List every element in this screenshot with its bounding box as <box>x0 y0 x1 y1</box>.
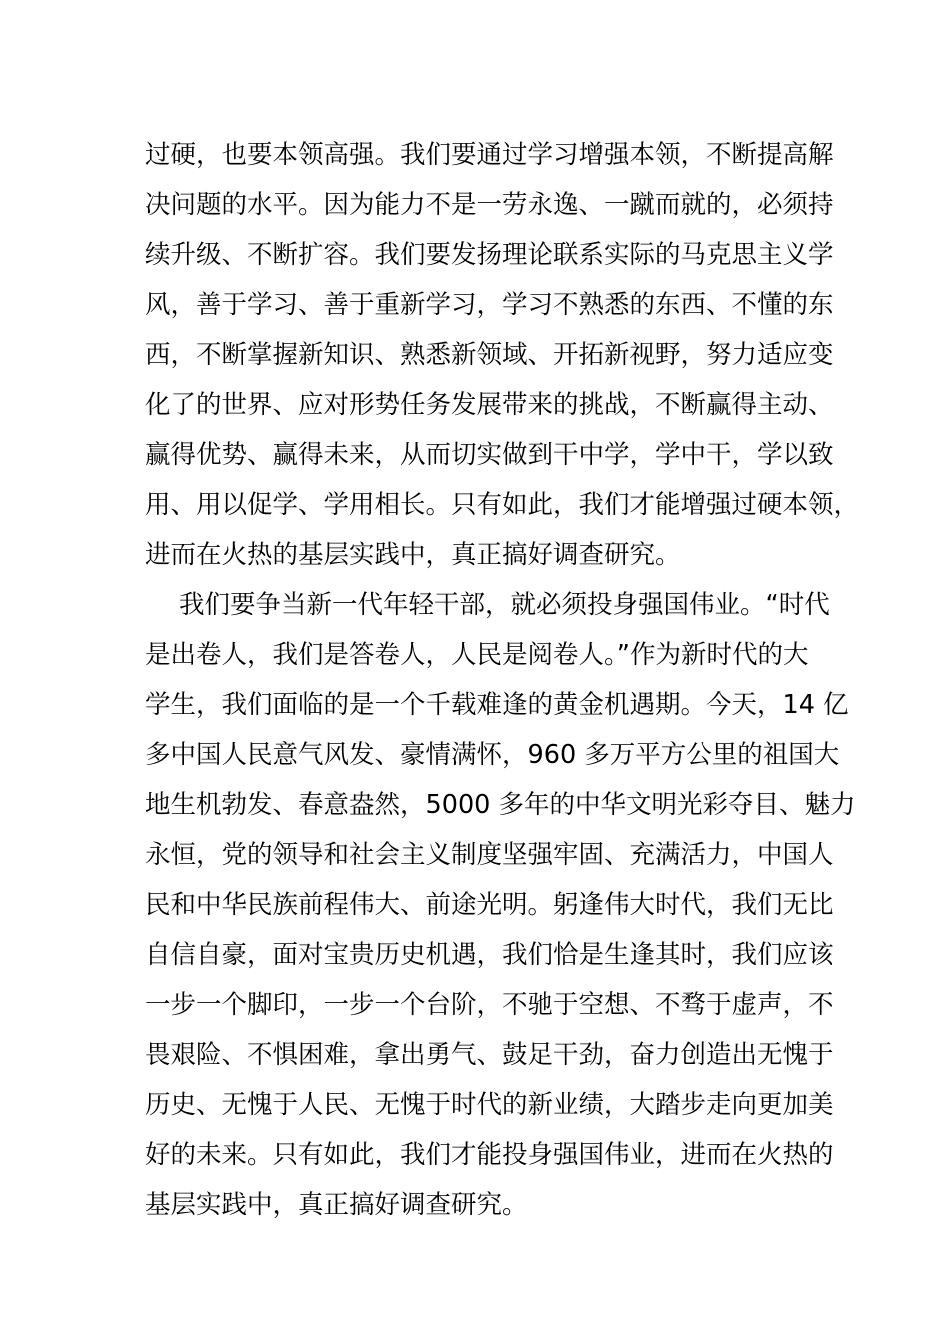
text-line: 是出卷人，我们是答卷人，人民是阅卷人。”作为新时代的大 <box>145 640 809 670</box>
text-line: 地生机勃发、春意盎然，5000 多年的中华文明光彩夺目、魅力 <box>145 790 856 820</box>
text-line: 基层实践中，真正搞好调查研究。 <box>145 1190 528 1220</box>
text-line: 过硬，也要本领高强。我们要通过学习增强本领，不断提高解 <box>145 140 834 170</box>
text-line: 进而在火热的基层实践中，真正搞好调查研究。 <box>145 540 681 570</box>
text-line: 多中国人民意气风发、豪情满怀，960 多万平方公里的祖国大 <box>145 740 840 770</box>
text-line: 畏艰险、不惧困难，拿出勇气、鼓足干劲，奋力创造出无愧于 <box>145 1040 834 1070</box>
text-line: 自信自豪，面对宝贵历史机遇，我们恰是生逢其时，我们应该 <box>145 940 834 970</box>
paragraph-1 <box>145 130 860 580</box>
text-line: 续升级、不断扩容。我们要发扬理论联系实际的马克思主义学 <box>145 240 834 270</box>
text-line: 赢得优势、赢得未来，从而切实做到干中学，学中干，学以致 <box>145 440 834 470</box>
text-line: 化了的世界、应对形势任务发展带来的挑战，不断赢得主动、 <box>145 390 834 420</box>
text-line: 一步一个脚印，一步一个台阶，不驰于空想、不骛于虚声，不 <box>145 990 834 1020</box>
text-line: 我们要争当新一代年轻干部，就必须投身强国伟业。“时代 <box>179 590 830 620</box>
text-line: 决问题的水平。因为能力不是一劳永逸、一蹴而就的，必须持 <box>145 190 834 220</box>
paragraph-2 <box>145 580 856 1230</box>
text-line: 风，善于学习、善于重新学习，学习不熟悉的东西、不懂的东 <box>145 290 834 320</box>
text-line: 历史、无愧于人民、无愧于时代的新业绩，大踏步走向更加美 <box>145 1090 834 1120</box>
text-line: 好的未来。只有如此，我们才能投身强国伟业，进而在火热的 <box>145 1140 834 1170</box>
text-line: 西，不断掌握新知识、熟悉新领域、开拓新视野，努力适应变 <box>145 340 834 370</box>
text-line: 永恒，党的领导和社会主义制度坚强牢固、充满活力，中国人 <box>145 840 834 870</box>
text-line: 用、用以促学、学用相长。只有如此，我们才能增强过硬本领， <box>145 490 860 520</box>
text-line: 学生，我们面临的是一个千载难逢的黄金机遇期。今天，14 亿 <box>145 690 849 720</box>
text-line: 民和中华民族前程伟大、前途光明。躬逢伟大时代，我们无比 <box>145 890 834 920</box>
body-text <box>145 130 860 1230</box>
